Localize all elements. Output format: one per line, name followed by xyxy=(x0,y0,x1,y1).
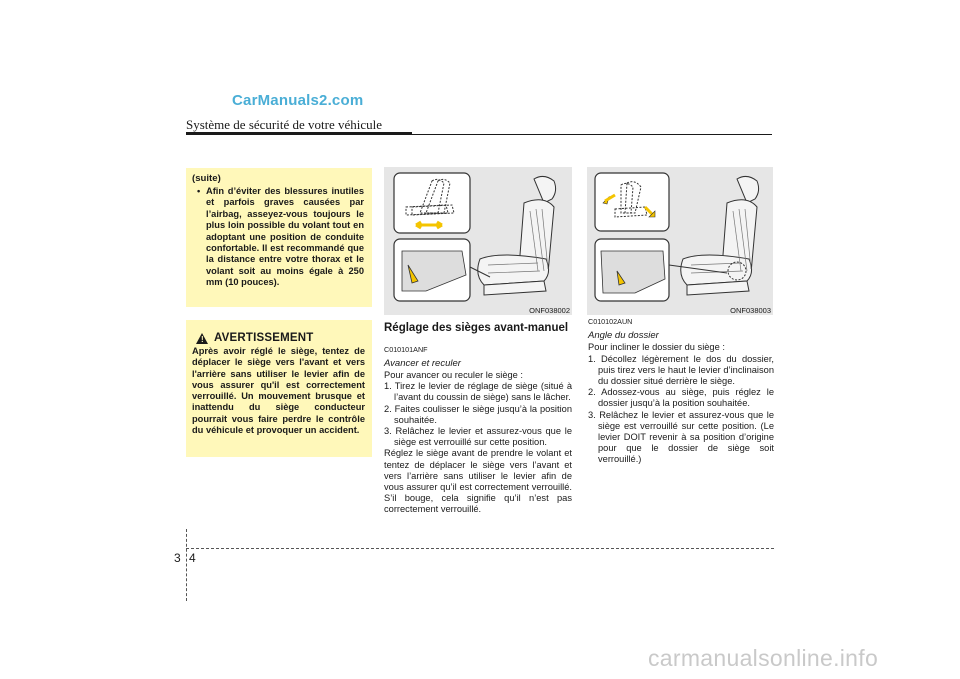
step-backrest-3: 3. Relâchez le levier et assurez-vous que le siège est verrouillé sur cette position. (Le levier DOIT revenir à sa position d’origine pour que le dossier de siège soit verrouillé.) xyxy=(588,409,774,465)
intro-backrest: Pour incliner le dossier du siège : xyxy=(588,342,725,353)
watermark-carmanuals2: CarManuals2.com xyxy=(232,92,364,109)
figure-seat-recline xyxy=(587,167,773,315)
subtitle-backrest: Angle du dossier xyxy=(588,330,659,342)
step-backrest-2: 2. Adossez-vous au siège, puis réglez le dossier jusqu’à la position souhaitée. xyxy=(588,387,774,409)
page-header-title: Système de sécurité de votre véhicule xyxy=(186,117,383,132)
caution-list xyxy=(192,186,364,289)
warning-text: Après avoir réglé le siège, tentez de déplacer le siège vers l'avant et vers l'arrière sans utiliser le levier afin de vous assurer qu'il est correctement verrouillé. Un mouvement brusque et inattendu du siège conducteur pourrait vous faire perdre le contrôle du véhicule et provoquer un accident. xyxy=(192,346,365,436)
step-slide-3: 3. Relâchez le levier et assurez-vous que le siège est verrouillé sur cette position. xyxy=(384,425,572,448)
subtitle-slide: Avancer et reculer xyxy=(384,357,461,369)
chapter-number: 3 xyxy=(174,551,181,565)
step-slide-1: 1. Tirez le levier de réglage de siège (situé à l’avant du coussin de siège) sans le lâcher. xyxy=(384,381,572,403)
figure-code-1: ONF038002 xyxy=(529,306,570,315)
figure-code-2: ONF038003 xyxy=(730,306,771,315)
continued-caution-box xyxy=(186,168,372,307)
warning-title: AVERTISSEMENT xyxy=(214,332,314,344)
section-manual-seat xyxy=(384,322,572,516)
seat-slide-illustration xyxy=(384,167,572,315)
paragraph-slide-check: Réglez le siège avant de prendre le volant et tentez de déplacer le siège vers l’avant et vers l’arrière sans utiliser le levier afin de vous assurer qu’il est correctement verrouillé. S’il bouge, cela signifie qu’il n’est pas correctement verrouillé. xyxy=(384,448,572,515)
warning-triangle-icon: ! xyxy=(196,333,208,344)
footer-rule xyxy=(186,548,774,549)
step-slide-2: 2. Faites coulisser le siège jusqu’à la position souhaitée. xyxy=(384,403,572,425)
figure-seat-slide xyxy=(384,167,572,315)
footer-divider xyxy=(186,529,187,601)
warning-header xyxy=(196,332,365,344)
header-rule xyxy=(186,132,412,135)
continued-heading: (suite) xyxy=(192,173,221,184)
intro-slide: Pour avancer ou reculer le siège : xyxy=(384,369,524,380)
section-title-manual: Réglage des sièges avant-manuel xyxy=(384,322,569,334)
seat-recline-illustration xyxy=(587,167,773,315)
section-code-backrest: C010102AUN xyxy=(588,317,633,326)
section-code-manual: C010101ANF xyxy=(384,344,428,354)
step-backrest-1: 1. Décollez légèrement le dos du dossier, puis tirez vers le haut le levier d’inclinaison du dossier situé derrière le siège. xyxy=(588,353,774,387)
section-backrest-angle xyxy=(588,316,774,466)
caution-bullet: • Afin d’éviter des blessures inutiles et parfois graves causées par l’airbag, asseyez-vous toujours le plus loin possible du volant tout en adoptant une position de conduite confortable. Il est recommandé que la distance entre votre thorax et le volant soit au moins égale à 250 mm (10 pouces). xyxy=(199,186,364,289)
watermark-carmanualsonline: carmanualsonline.info xyxy=(648,645,879,671)
page-number: 4 xyxy=(189,551,196,565)
header-rule-thin xyxy=(412,134,772,135)
warning-box xyxy=(186,320,372,457)
